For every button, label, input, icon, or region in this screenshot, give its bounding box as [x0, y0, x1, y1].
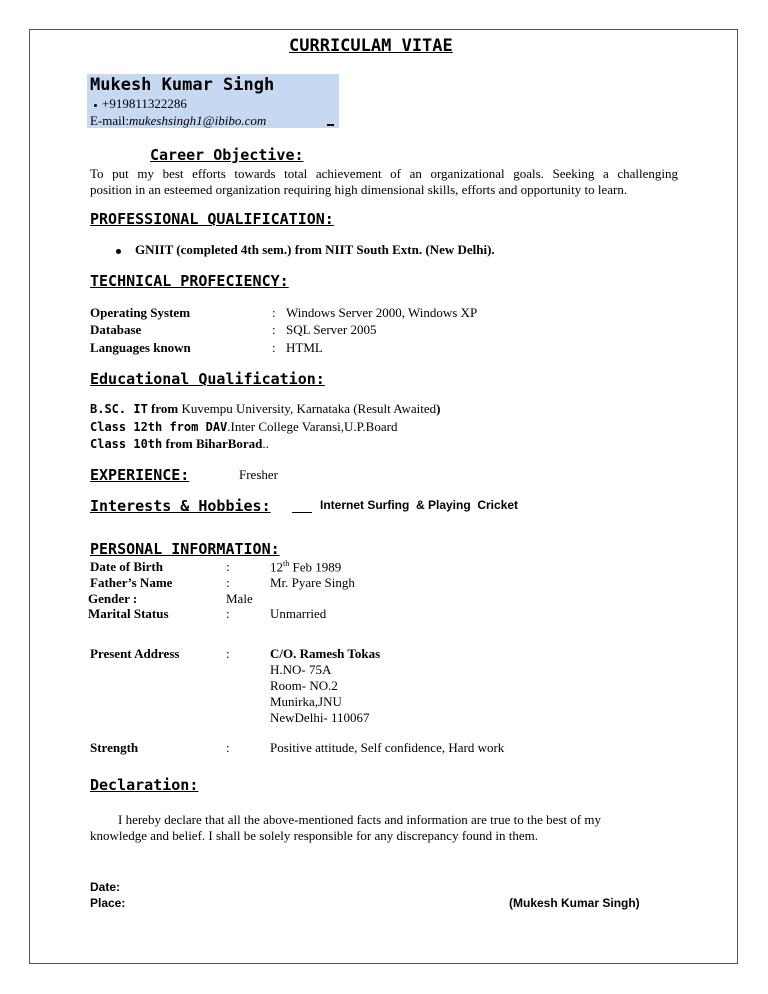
personal-information-heading: PERSONAL INFORMATION: — [90, 540, 280, 558]
strength-value: Positive attitude, Self confidence, Hard work — [270, 740, 505, 755]
signature-name: (Mukesh Kumar Singh) — [509, 896, 640, 910]
address-line-4: Munirka,JNU — [270, 694, 342, 709]
tech-label-os: Operating System — [90, 305, 191, 320]
education-row-10th — [90, 436, 269, 452]
phone-line — [94, 96, 187, 112]
email-line — [90, 113, 266, 129]
gender-label: Gender : — [88, 591, 138, 606]
interests-underline-extension — [292, 512, 312, 513]
address-line-3: Room- NO.2 — [270, 678, 338, 693]
dob-value — [270, 559, 341, 575]
gender-value: Male — [226, 591, 253, 606]
address-line-5: NewDelhi- 110067 — [270, 710, 370, 725]
technical-proficiency-heading: TECHNICAL PROFECIENCY: — [90, 272, 289, 290]
tech-sep-database: : — [272, 322, 276, 337]
text-cursor-mark — [327, 124, 334, 126]
education-from: from — [151, 401, 179, 416]
education-row-12th — [90, 419, 397, 435]
bullet-icon — [116, 249, 121, 254]
dob-suffix: th — [283, 559, 290, 568]
tech-label-database: Database — [90, 322, 142, 337]
strength-label: Strength — [90, 740, 139, 755]
career-objective-line-2: position in an esteemed organization requiring high dimensional skills, efforts and opportunity to learn. — [90, 182, 628, 197]
declaration-line-2: knowledge and belief. I shall be solely responsible for any discrepancy found in them. — [90, 828, 539, 843]
tech-value-languages: HTML — [286, 340, 323, 355]
tech-value-database: SQL Server 2005 — [286, 322, 377, 337]
dob-label: Date of Birth — [90, 559, 163, 574]
professional-qualification-heading: PROFESSIONAL QUALIFICATION: — [90, 210, 334, 228]
father-label: Father’s Name — [90, 575, 173, 590]
date-label: Date: — [90, 880, 121, 894]
education-row-bsc — [90, 401, 441, 417]
professional-qualification-item — [116, 242, 495, 258]
qualification-text: GNIIT (completed 4th sem.) from NIIT South Extn. (New Delhi). — [135, 242, 495, 257]
career-objective-heading: Career Objective: — [150, 146, 304, 164]
marital-sep: : — [226, 606, 230, 621]
education-institution: .Inter College Varansi,U.P.Board — [227, 419, 398, 434]
experience-heading: EXPERIENCE: — [90, 466, 190, 484]
bullet-icon — [94, 104, 97, 107]
father-value: Mr. Pyare Singh — [270, 575, 355, 590]
dob-day: 12 — [270, 559, 283, 575]
email-label: E-mail: — [90, 113, 129, 128]
experience-value: Fresher — [239, 467, 278, 482]
interests-heading: Interests & Hobbies: — [90, 497, 271, 515]
education-degree: Class 10th — [90, 437, 163, 451]
marital-label: Marital Status — [88, 606, 169, 621]
education-institution: Kuvempu University, Karnataka (Result Awaited — [181, 401, 437, 416]
education-institution: BiharBorad — [195, 436, 263, 451]
dob-sep: : — [226, 559, 230, 574]
address-sep: : — [226, 646, 230, 661]
educational-qualification-heading: Educational Qualification: — [90, 370, 325, 388]
document-title: CURRICULAM VITAE — [289, 36, 453, 56]
education-degree: Class 12th from DAV — [90, 420, 228, 434]
candidate-name: Mukesh Kumar Singh — [90, 75, 275, 95]
education-close-paren: ) — [436, 401, 441, 416]
phone-number: +919811322286 — [102, 96, 187, 111]
address-line-2: H.NO- 75A — [270, 662, 332, 677]
tech-sep-os: : — [272, 305, 276, 320]
education-from: from — [165, 436, 193, 451]
email-address: mukeshsingh1@ibibo.com — [129, 113, 267, 128]
career-objective-line-1: To put my best efforts towards total achievement of an organizational goals. Seeking a challenging — [90, 166, 678, 181]
place-label: Place: — [90, 896, 126, 910]
declaration-heading: Declaration: — [90, 776, 199, 794]
education-trail: .. — [262, 436, 269, 451]
tech-value-os: Windows Server 2000, Windows XP — [286, 305, 478, 320]
strength-sep: : — [226, 740, 230, 755]
address-line-1: C/O. Ramesh Tokas — [270, 646, 381, 661]
dob-rest: Feb 1989 — [292, 559, 342, 575]
marital-value: Unmarried — [270, 606, 327, 621]
tech-label-languages: Languages known — [90, 340, 191, 355]
tech-sep-languages: : — [272, 340, 276, 355]
interests-value: Internet Surfing & Playing Cricket — [320, 498, 519, 512]
education-degree: B.SC. IT — [90, 402, 148, 416]
declaration-line-1: I hereby declare that all the above-mentioned facts and information are true to the best of my — [118, 812, 601, 827]
father-sep: : — [226, 575, 230, 590]
address-label: Present Address — [90, 646, 180, 661]
